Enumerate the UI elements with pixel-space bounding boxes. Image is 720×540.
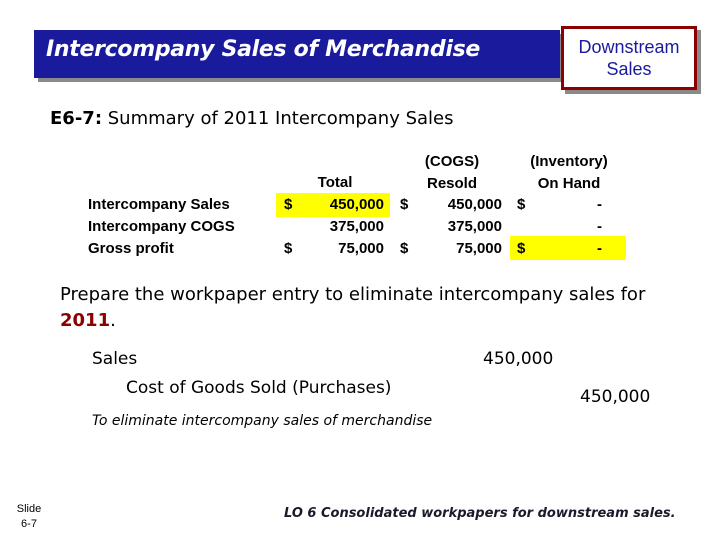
table-cell: -	[597, 240, 602, 257]
table-cell: 75,000	[338, 240, 384, 257]
exercise-subtitle	[50, 108, 454, 129]
badge-line-2: Sales	[606, 59, 652, 79]
currency-sign: $	[400, 240, 409, 257]
row-label: Intercompany Sales	[88, 196, 230, 213]
badge-line-1: Downstream	[578, 37, 680, 57]
table-cell: 450,000	[447, 196, 502, 213]
currency-sign: $	[284, 240, 293, 257]
exercise-code: E6-7:	[50, 108, 103, 129]
topic-badge	[561, 26, 697, 90]
title-banner	[34, 30, 560, 78]
row-label: Intercompany COGS	[88, 218, 235, 235]
currency-sign: $	[400, 196, 409, 213]
instruction-text: Prepare the workpaper entry to eliminate intercompany sales for 2011.	[60, 284, 646, 331]
row-label: Gross profit	[88, 240, 174, 257]
table-cell: -	[597, 218, 602, 235]
learning-objective-footer: LO 6 Consolidated workpapers for downstream sales.	[284, 506, 676, 521]
slide-number: Slide 6-7	[16, 503, 42, 530]
currency-sign: $	[517, 196, 526, 213]
year-highlight: 2011	[60, 310, 111, 331]
debit-account: Sales	[92, 349, 138, 369]
column-header-onhand: (Inventory) On Hand	[530, 153, 608, 192]
column-header-total: Total	[317, 174, 353, 191]
entry-explanation: To eliminate intercompany sales of merchandise	[92, 413, 433, 429]
currency-sign: $	[517, 240, 526, 257]
table-cell: 375,000	[447, 218, 502, 235]
table-cell: 375,000	[329, 218, 384, 235]
slide-title: Intercompany Sales of Merchandise	[46, 37, 480, 62]
column-header-resold: (COGS) Resold	[424, 153, 480, 192]
table-cell: 450,000	[329, 196, 384, 213]
exercise-title: Summary of 2011 Intercompany Sales	[107, 108, 454, 129]
table-cell: -	[597, 196, 602, 213]
debit-amount: 450,000	[483, 349, 554, 369]
credit-amount: 450,000	[580, 387, 651, 407]
currency-sign: $	[284, 196, 293, 213]
table-cell: 75,000	[456, 240, 502, 257]
credit-account: Cost of Goods Sold (Purchases)	[126, 378, 392, 398]
